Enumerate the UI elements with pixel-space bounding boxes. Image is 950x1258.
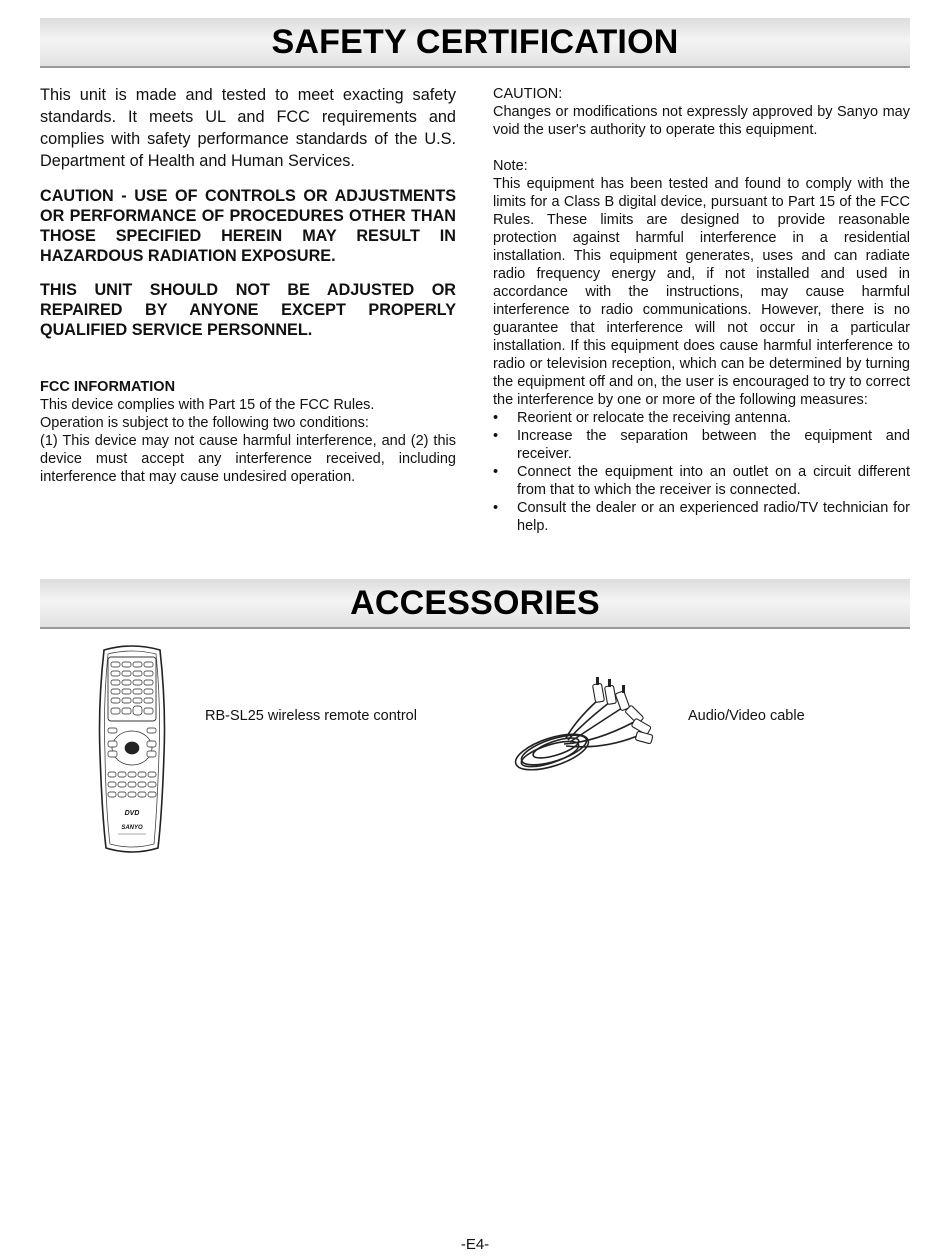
bullet-icon: • bbox=[493, 410, 499, 426]
accessories-title: ACCESSORIES bbox=[350, 583, 600, 622]
caution-repair-warning: THIS UNIT SHOULD NOT BE ADJUSTED OR REPAIRED BY ANYONE EXCEPT PROPERLY QUALIFIED SERVICE PERSONNEL. bbox=[40, 281, 456, 339]
remote-dvd-logo: DVD bbox=[124, 810, 140, 817]
list-item bbox=[493, 499, 910, 535]
caution-controls-warning: CAUTION - USE OF CONTROLS OR ADJUSTMENTS OR PERFORMANCE OF PROCEDURES OTHER THAN THOSE SPECIFIED HEREIN MAY RESULT IN HAZARDOUS RADIATION EXPOSURE. bbox=[40, 187, 456, 265]
note-label: Note: bbox=[493, 158, 528, 174]
av-cable-label: Audio/Video cable bbox=[688, 708, 805, 724]
fcc-line-1: This device complies with Part 15 of the FCC Rules. bbox=[40, 397, 375, 413]
bullet-icon: • bbox=[493, 428, 499, 444]
caution-changes-text: Changes or modifications not expressly approved by Sanyo may void the user's authority to operate this equipment. bbox=[493, 104, 910, 138]
interference-measures-list bbox=[493, 409, 910, 535]
measure-text: Increase the separation between the equipment and receiver. bbox=[517, 428, 910, 462]
remote-brand-logo: SANYO bbox=[121, 825, 143, 831]
page-number: -E4- bbox=[460, 1236, 490, 1253]
list-item bbox=[493, 427, 910, 463]
remote-control-icon bbox=[96, 644, 168, 861]
accessories-banner bbox=[40, 579, 910, 629]
safety-intro-paragraph: This unit is made and tested to meet exacting safety standards. It meets UL and FCC requirements and complies with safety performance standards of the U.S. Department of Health and Human Services. bbox=[40, 86, 456, 170]
list-item bbox=[493, 409, 910, 427]
safety-left-column bbox=[40, 84, 456, 486]
av-cable-icon bbox=[506, 672, 656, 789]
measure-text: Connect the equipment into an outlet on a circuit different from that to which the receiver is connected. bbox=[517, 464, 910, 498]
measure-text: Consult the dealer or an experienced radio/TV technician for help. bbox=[517, 500, 910, 534]
safety-certification-title: SAFETY CERTIFICATION bbox=[271, 22, 679, 61]
fcc-information-heading: FCC INFORMATION bbox=[40, 379, 176, 395]
bullet-icon: • bbox=[493, 500, 499, 516]
safety-right-column bbox=[493, 85, 910, 535]
safety-certification-banner bbox=[40, 18, 910, 68]
list-item bbox=[493, 463, 910, 499]
fcc-line-3: (1) This device may not cause harmful interference, and (2) this device must accept any interference received, including interference that may cause undesired operation. bbox=[40, 433, 456, 485]
remote-control-label: RB-SL25 wireless remote control bbox=[205, 708, 417, 724]
measure-text: Reorient or relocate the receiving antenna. bbox=[517, 410, 792, 426]
bullet-icon: • bbox=[493, 464, 499, 480]
note-text: This equipment has been tested and found to comply with the limits for a Class B digital device, pursuant to Part 15 of the FCC Rules. These limits are designed to provide reasonable protection against harmful interference in a residential installation. This equipment generates, uses and can radiate radio frequency energy and, if not installed and used in accordance with the instructions, may cause harmful interference to radio communications. However, there is no guarantee that interference will not occur in a particular installation. If this equipment does cause harmful interference to radio or television reception, which can be determined by turning the equipment off and on, the user is encouraged to try to correct the interference by one or more of the following measures: bbox=[493, 176, 910, 408]
caution-label: CAUTION: bbox=[493, 86, 563, 102]
fcc-line-2: Operation is subject to the following two conditions: bbox=[40, 415, 369, 431]
